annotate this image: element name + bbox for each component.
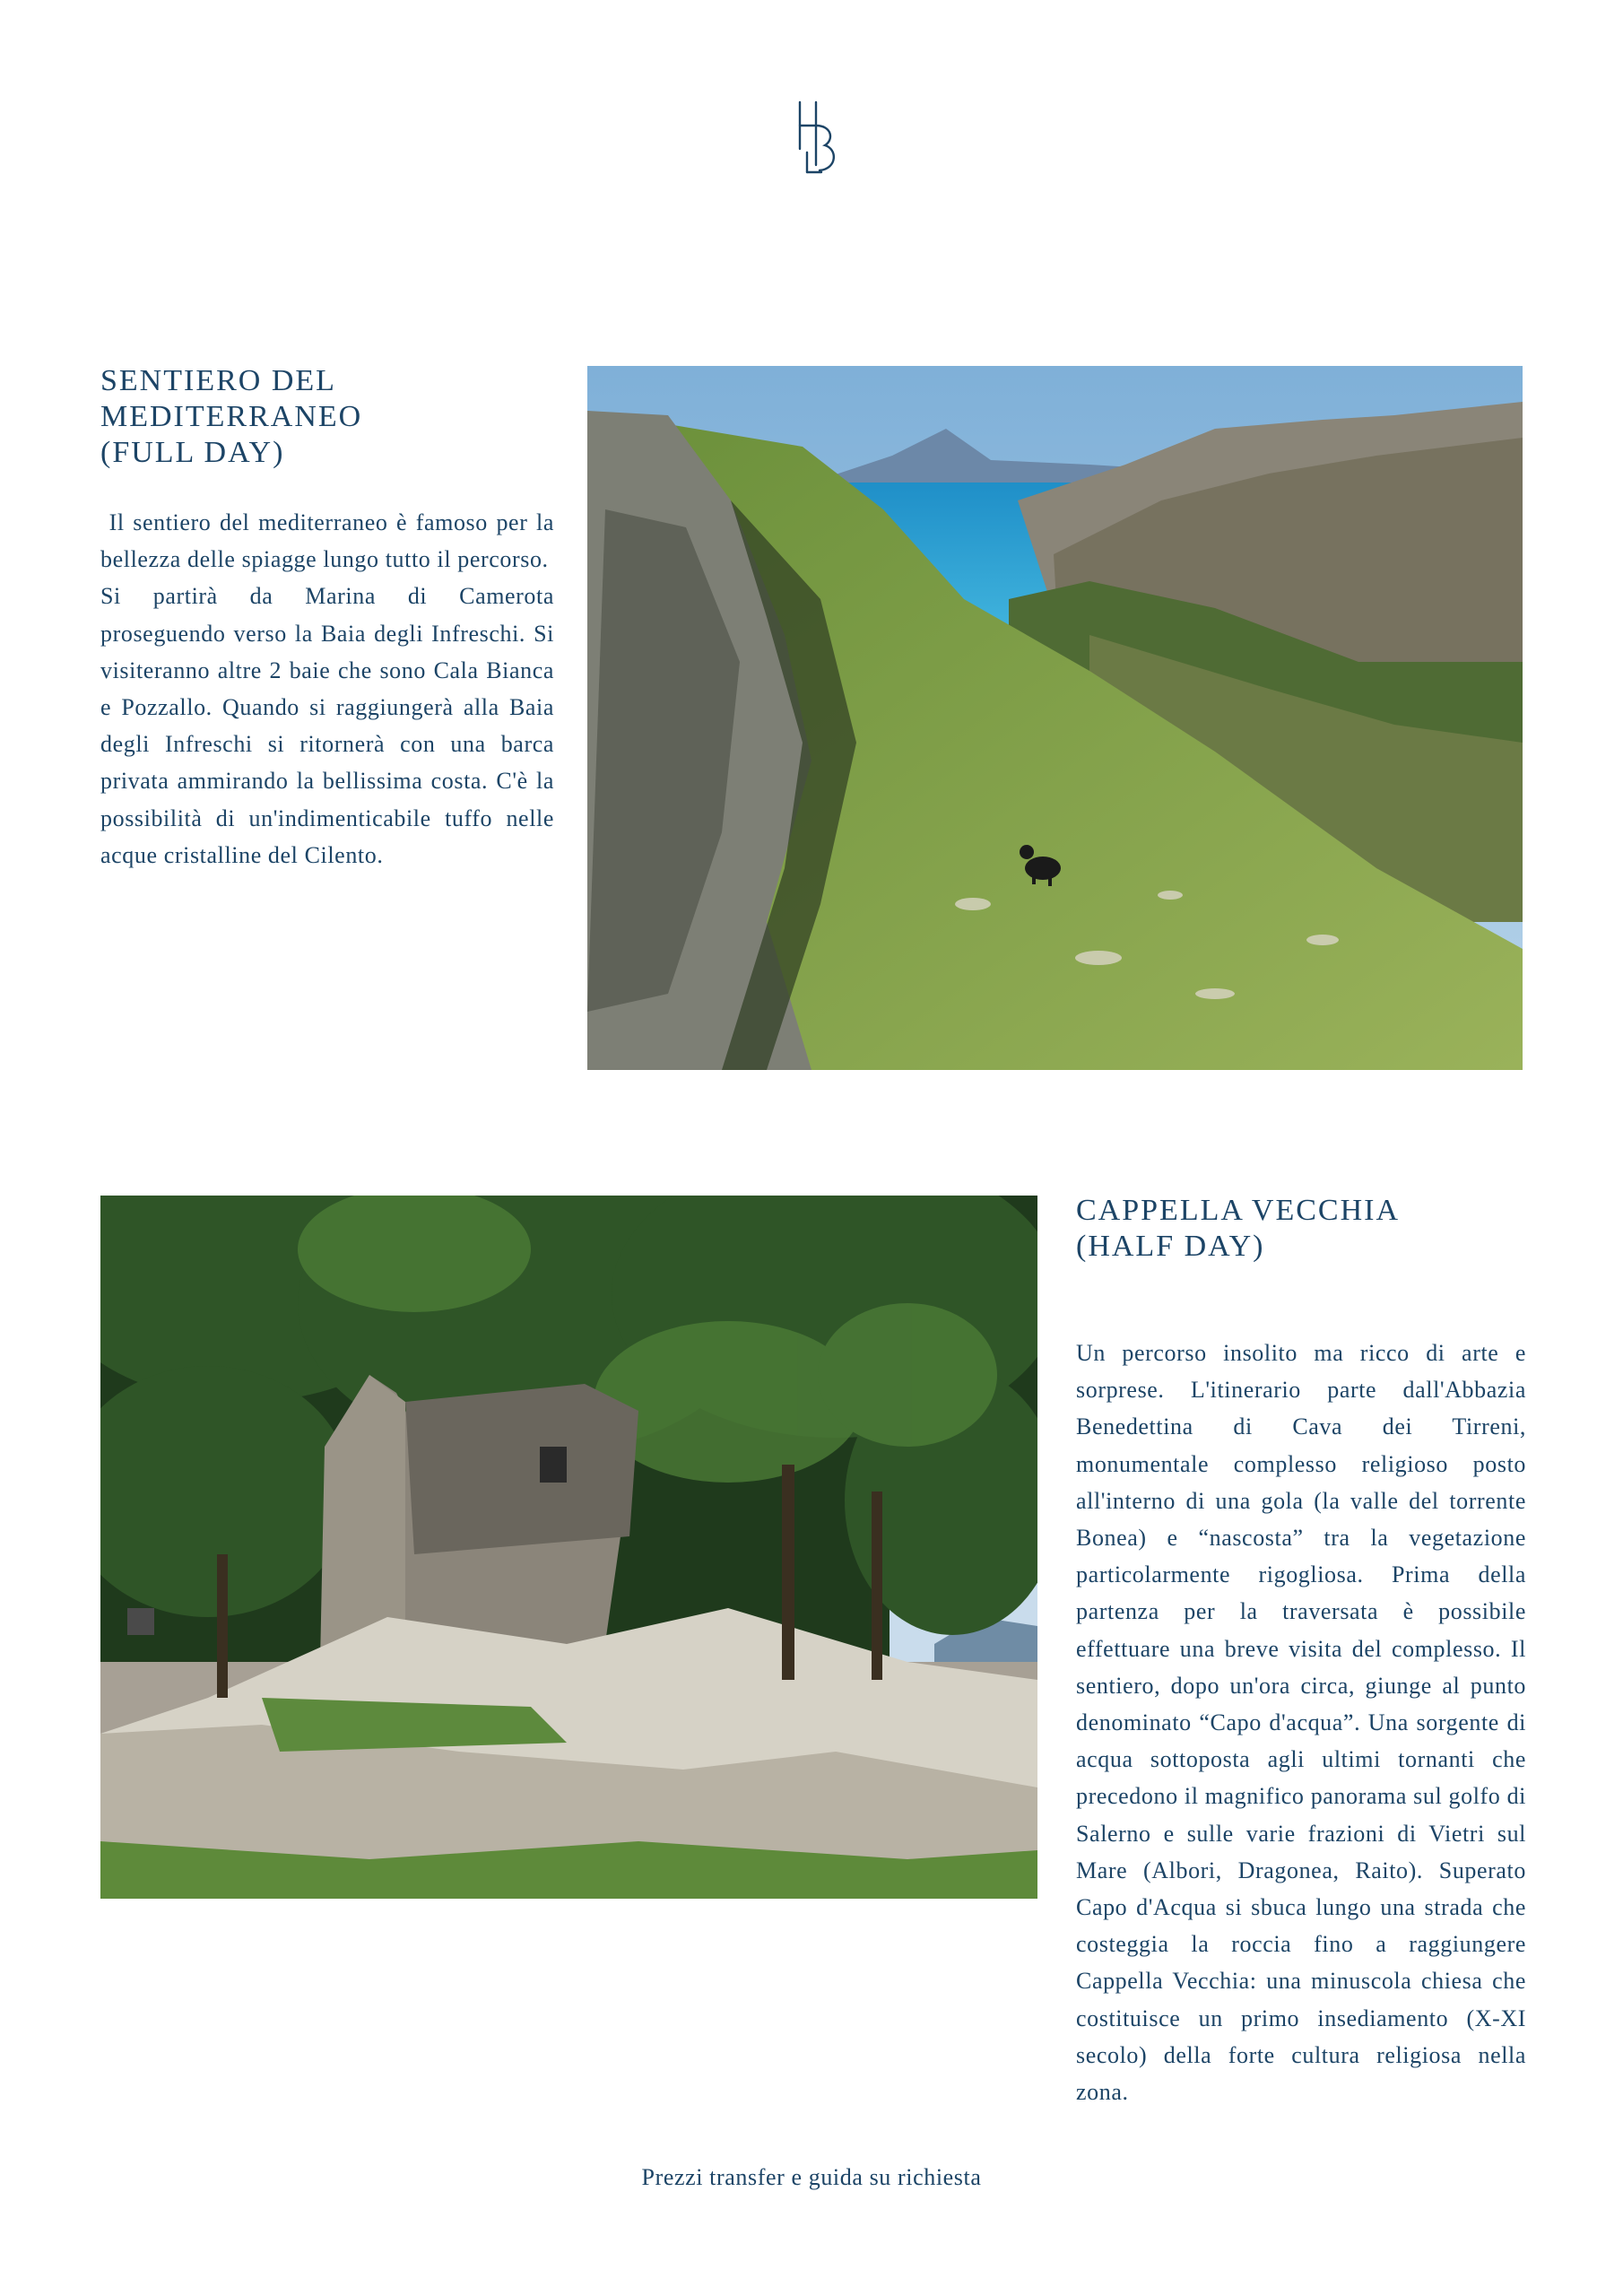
stone-ruins-chapel-photo bbox=[100, 1196, 1037, 1899]
paragraph: Si partirà da Marina di Camerota proseguendo verso la Baia degli Infreschi. Si visiteranno altre 2 baie che sono Cala Bianca e Pozzallo. Quando si raggiungerà alla Baia degli Infreschi si ritornerà con una barca privata ammirando la bellissima costa. C'è la possibilità di un'indimenticabile tuffo nelle acque cristalline del Cilento. bbox=[100, 583, 554, 868]
section-body-sentiero bbox=[100, 504, 561, 874]
title-line: SENTIERO DEL bbox=[100, 364, 336, 397]
title-line: (FULL DAY) bbox=[100, 436, 285, 469]
title-line: MEDITERRANEO bbox=[100, 400, 363, 433]
logo-icon bbox=[789, 99, 843, 176]
monogram-logo bbox=[789, 99, 843, 176]
section-body-cappella bbox=[1076, 1335, 1526, 2110]
footer-note: Prezzi transfer e guida su richiesta bbox=[641, 2164, 982, 2190]
title-line: CAPPELLA VECCHIA bbox=[1076, 1194, 1401, 1227]
coastal-mountain-trail-photo bbox=[587, 366, 1523, 1070]
section-title-cappella bbox=[1076, 1193, 1400, 1265]
title-line: (HALF DAY) bbox=[1076, 1230, 1265, 1263]
paragraph: Il sentiero del mediterraneo è famoso per la bellezza delle spiagge lungo tutto il percorso. bbox=[100, 509, 561, 573]
paragraph: Un percorso insolito ma ricco di arte e sorprese. L'itinerario parte dall'Abbazia Benedettina di Cava dei Tirreni, monumentale complesso religioso posto all'interno di una gola (la valle del torrente Bonea) e “nascosta” tra la vegetazione particolarmente rigogliosa. Prima della partenza per la traversata è possibile effettuare una breve visita del complesso. Il sentiero, dopo un'ora circa, giunge al punto denominato “Capo d'acqua”. Una sorgente di acqua sottoposta agli ultimi tornanti che precedono il magnifico panorama sul golfo di Salerno e sulle varie frazioni di Vietri sul Mare (Albori, Dragonea, Raito). Superato Capo d'Acqua si sbuca lungo una strada che costeggia la roccia fino a raggiungere Cappella Vecchia: una minuscola chiesa che costituisce un primo insediamento (X-XI secolo) della forte cultura religiosa nella zona. bbox=[1076, 1340, 1526, 2106]
section-title-sentiero bbox=[100, 363, 362, 471]
